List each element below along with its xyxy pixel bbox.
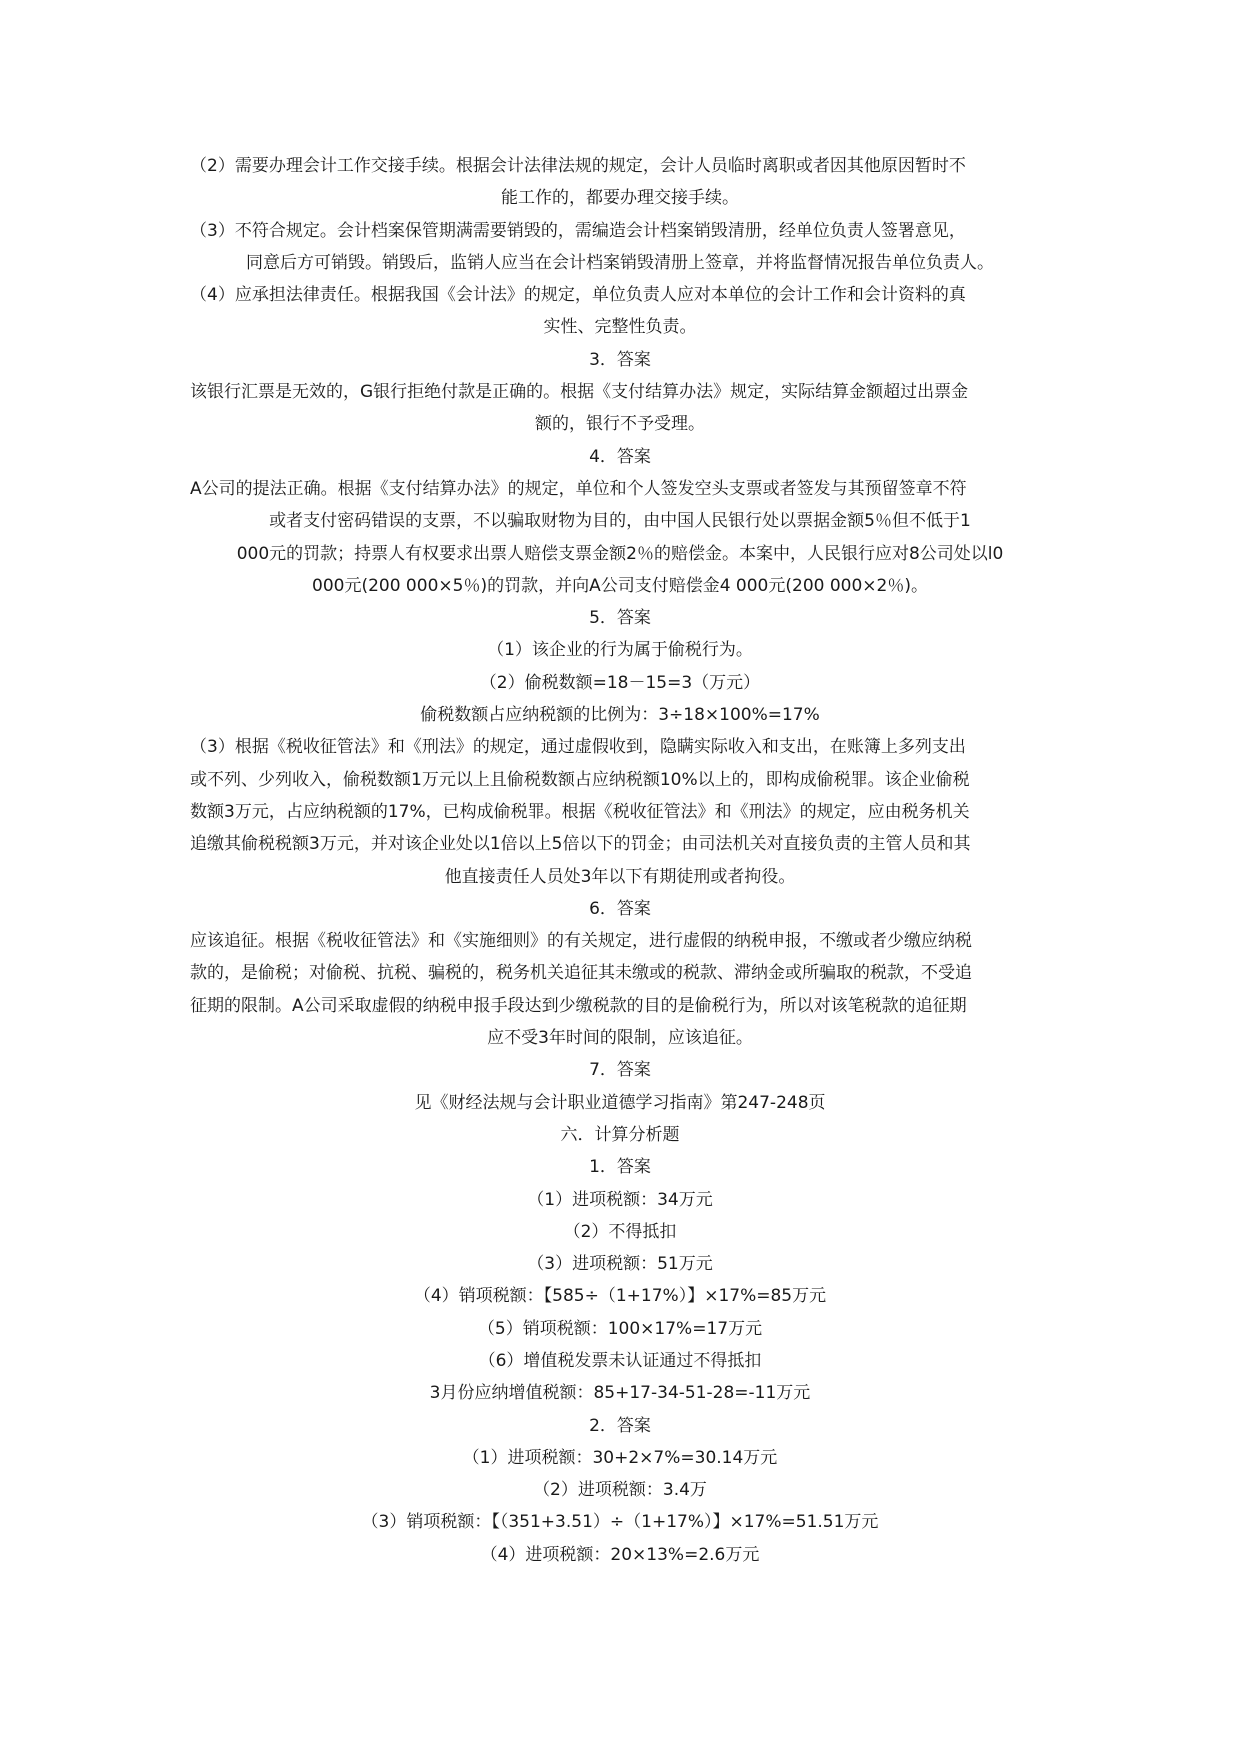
text-line: 该银行汇票是无效的，G银行拒绝付款是正确的。根据《支付结算办法》规定，实际结算金额超过出票金 — [190, 382, 969, 403]
text-line: （3）销项税额：【（351+3.51）÷（1+17%）】×17%=51.51万元 — [361, 1512, 879, 1533]
text-line: 额的，银行不予受理。 — [535, 414, 705, 435]
text-line: 见《财经法规与会计职业道德学习指南》第247-248页 — [414, 1092, 826, 1113]
text-line: （5）销项税额：100×17%=17万元 — [477, 1318, 763, 1339]
text-line: （3）进项税额：51万元 — [527, 1254, 713, 1275]
text-line: 7．答案 — [589, 1060, 651, 1081]
text-line: 偷税数额占应纳税额的比例为：3÷18×100%=17% — [420, 705, 820, 726]
text-line: A公司的提法正确。根据《支付结算办法》的规定，单位和个人签发空头支票或者签发与其预留签章不符 — [190, 478, 967, 499]
text-line: 000元的罚款；持票人有权要求出票人赔偿支票金额2％的赔偿金。本案中，人民银行应对8公司处以l0 — [236, 543, 1004, 564]
text-line: 他直接责任人员处3年以下有期徒刑或者拘役。 — [444, 866, 796, 887]
text-line: （6）增值税发票未认证通过不得抵扣 — [478, 1350, 762, 1371]
text-line: 款的，是偷税；对偷税、抗税、骗税的，税务机关追征其未缴或的税款、滞纳金或所骗取的税款，不受追 — [190, 963, 972, 984]
text-line: （1）该企业的行为属于偷税行为。 — [487, 640, 753, 661]
text-line: 六．计算分析题 — [560, 1124, 680, 1145]
text-line: 000元(200 000×5％)的罚款，并向A公司支付赔偿金4 000元(200 000×2％)。 — [312, 575, 928, 596]
text-line: （1）进项税额：30+2×7%=30.14万元 — [462, 1447, 778, 1468]
text-line: 或不列、少列收入，偷税数额1万元以上且偷税数额占应纳税额10%以上的，即构成偷税罪。该企业偷税 — [190, 769, 970, 790]
text-line: （1）进项税额：34万元 — [527, 1189, 713, 1210]
text-line: （3）根据《税收征管法》和《刑法》的规定，通过虚假收到，隐瞒实际收入和支出，在账簿上多列支出 — [190, 737, 966, 758]
text-line: 实性、完整性负责。 — [543, 317, 697, 338]
text-line: 征期的限制。A公司采取虚假的纳税申报手段达到少缴税款的目的是偷税行为，所以对该笔税款的追征期 — [190, 995, 967, 1016]
text-line: 2．答案 — [589, 1415, 651, 1436]
text-line: 1．答案 — [589, 1157, 651, 1178]
text-line: （2）偷税数额=18－15=3（万元） — [479, 672, 761, 693]
text-line: 追缴其偷税税额3万元，并对该企业处以1倍以上5倍以下的罚金；由司法机关对直接负责的主管人员和其 — [190, 834, 971, 855]
text-line: 数额3万元，占应纳税额的17%，已构成偷税罪。根据《税收征管法》和《刑法》的规定，应由税务机关 — [190, 801, 970, 822]
text-line: 或者支付密码错误的支票，不以骗取财物为目的，由中国人民银行处以票据金额5％但不低于1 — [269, 511, 971, 532]
document-page — [190, 150, 1050, 1571]
text-line: 3月份应纳增值税额：85+17-34-51-28=-11万元 — [429, 1383, 811, 1404]
text-line: （2）进项税额：3.4万 — [533, 1480, 707, 1501]
text-line: 4．答案 — [589, 446, 651, 467]
text-line: 3．答案 — [589, 349, 651, 370]
text-line: 6．答案 — [589, 898, 651, 919]
text-line: （4）应承担法律责任。根据我国《会计法》的规定，单位负责人应对本单位的会计工作和会计资料的真 — [190, 285, 966, 306]
text-line: 5．答案 — [589, 608, 651, 629]
text-line: 能工作的，都要办理交接手续。 — [501, 188, 739, 209]
text-line: （2）不得抵扣 — [563, 1221, 677, 1242]
text-line: 应不受3年时间的限制，应该追征。 — [487, 1028, 753, 1049]
text-line: （4）销项税额：【585÷（1+17%）】×17%=85万元 — [413, 1286, 827, 1307]
text-line: （2）需要办理会计工作交接手续。根据会计法律法规的规定，会计人员临时离职或者因其他原因暂时不 — [190, 156, 966, 176]
text-line: （3）不符合规定。会计档案保管期满需要销毁的，需编造会计档案销毁清册，经单位负责人签署意见， — [190, 220, 966, 241]
text-line: 应该追征。根据《税收征管法》和《实施细则》的有关规定，进行虚假的纳税申报，不缴或者少缴应纳税 — [190, 931, 972, 952]
text-line: （4）进项税额：20×13%=2.6万元 — [480, 1544, 760, 1565]
text-line: 同意后方可销毁。销毁后，监销人应当在会计档案销毁清册上签章，并将监督情况报告单位负责人。 — [246, 252, 994, 273]
